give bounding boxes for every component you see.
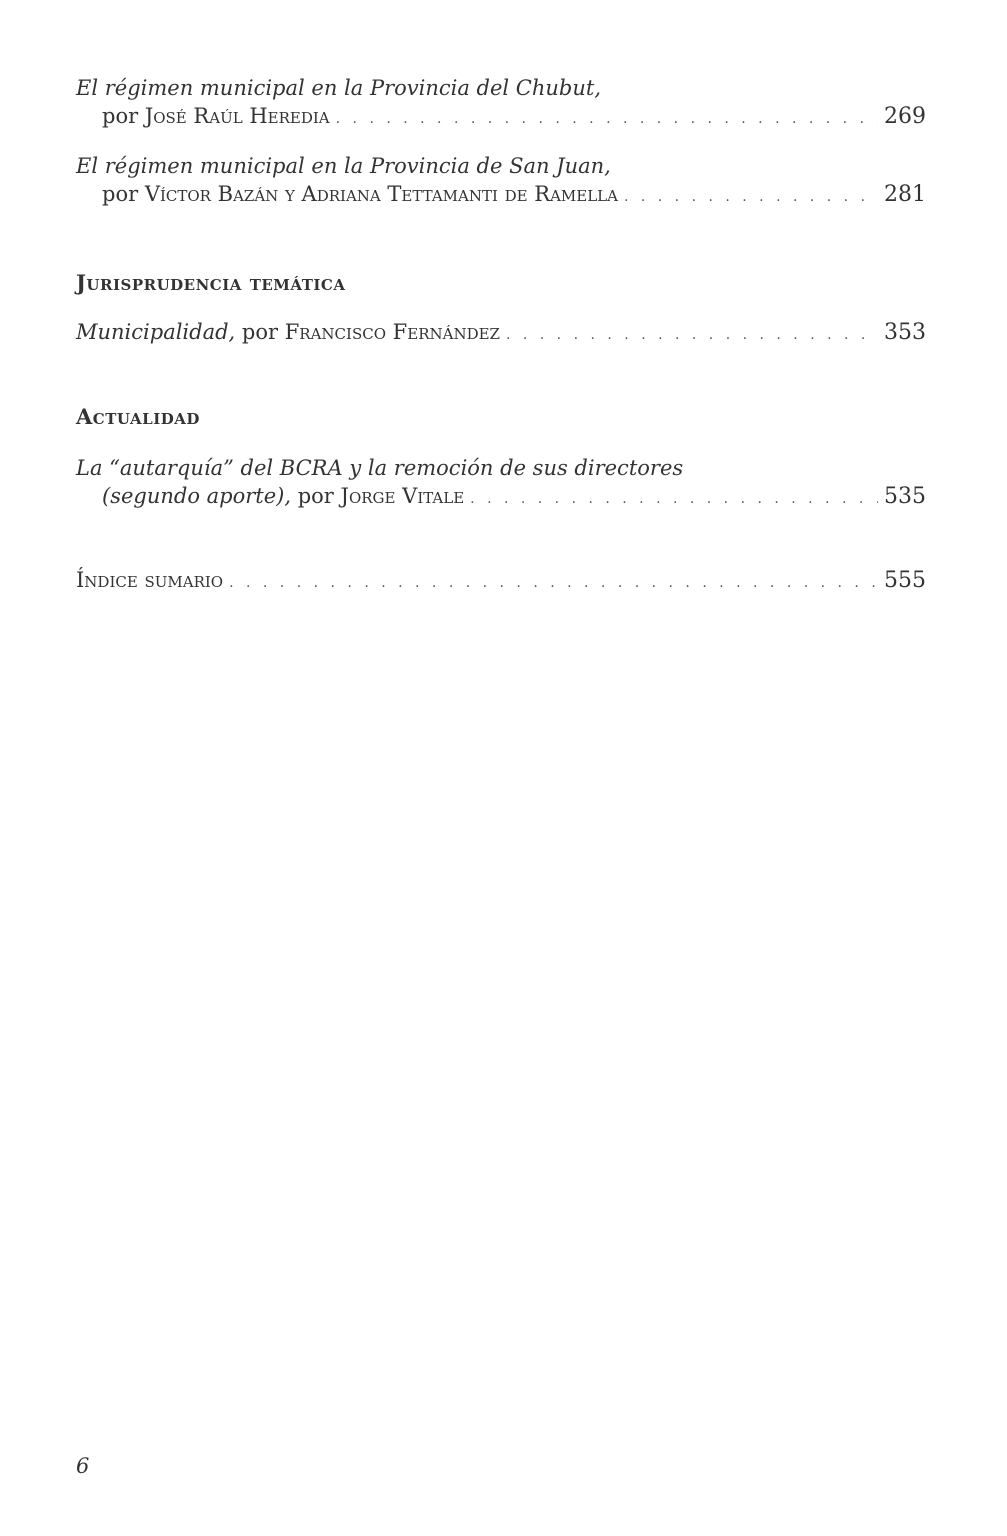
entry-author-line: [76, 180, 926, 211]
entry-page-number: 269: [884, 104, 926, 129]
toc-entry-san-juan: [76, 152, 926, 211]
section-heading-jurisprudencia: Jurisprudencia temática: [76, 270, 346, 295]
author-prefix: por: [241, 320, 279, 344]
dot-leader: [229, 569, 878, 597]
dot-leader: [506, 321, 878, 349]
author-prefix: por: [102, 104, 139, 128]
author-prefix: por: [102, 182, 139, 206]
toc-entry-bcra: [76, 454, 926, 513]
entry-page-number: 281: [884, 182, 926, 207]
page-number: 6: [76, 1454, 90, 1478]
toc-entry-chubut: [76, 74, 926, 133]
entry-author: Jorge Vitale: [340, 484, 465, 508]
author-prefix: por: [297, 484, 334, 508]
toc-entry-indice-sumario: [76, 566, 926, 597]
entry-title-continuation: (segundo aporte),: [102, 484, 292, 508]
section-heading-actualidad: Actualidad: [76, 404, 200, 429]
entry-title: La “autarquía” del BCRA y la remoción de sus directores: [76, 456, 684, 480]
entry-title: El régimen municipal en la Provincia de San Juan,: [76, 154, 611, 178]
entry-author-line: [76, 482, 926, 513]
dot-leader: [470, 485, 878, 513]
dot-leader: [624, 183, 878, 211]
entry-author-line: [76, 102, 926, 133]
entry-author: Víctor Bazán y Adriana Tettamanti de Ramella: [144, 182, 618, 206]
entry-title: Municipalidad,: [76, 320, 236, 344]
entry-line: [76, 566, 926, 597]
entry-label: Índice sumario: [76, 568, 224, 592]
entry-page-number: 353: [884, 320, 926, 345]
entry-author: José Raúl Heredia: [144, 104, 330, 128]
entry-author-line: [76, 318, 926, 349]
entry-title: El régimen municipal en la Provincia del Chubut,: [76, 76, 601, 100]
entry-author: Francisco Fernández: [284, 320, 500, 344]
toc-entry-municipalidad: [76, 318, 926, 349]
dot-leader: [336, 105, 878, 133]
entry-page-number: 535: [884, 484, 926, 509]
entry-page-number: 555: [884, 568, 926, 593]
